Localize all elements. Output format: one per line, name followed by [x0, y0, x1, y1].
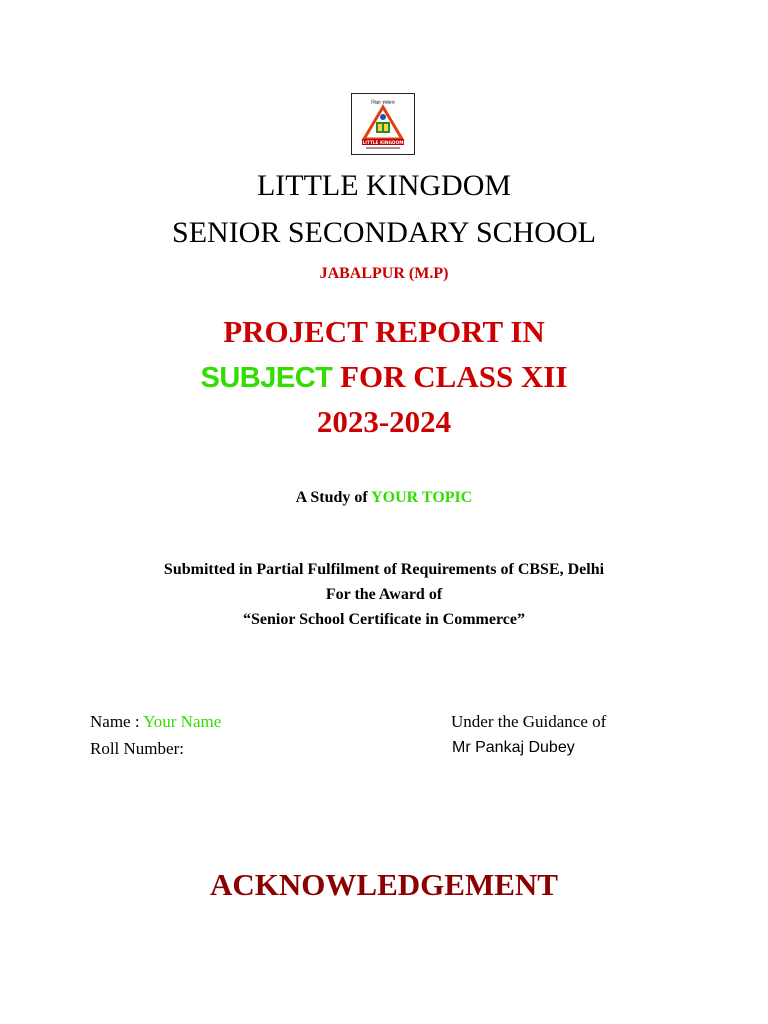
submission-line3: “Senior School Certificate in Commerce”: [242, 611, 525, 628]
class-text: FOR CLASS XII: [332, 359, 568, 394]
study-line: [0, 488, 768, 508]
name-placeholder: Your Name: [143, 712, 222, 731]
submission-line1: Submitted in Partial Fulfilment of Requirements of CBSE, Delhi: [163, 561, 605, 578]
school-name-line1: LITTLE KINGDOM: [256, 169, 512, 202]
school-emblem-icon: [352, 94, 414, 154]
report-title-line1: PROJECT REPORT IN: [223, 314, 545, 349]
student-name-row: [90, 712, 221, 732]
study-prefix: A Study of: [295, 489, 372, 506]
submission-line2: For the Award of: [325, 586, 443, 603]
school-logo: [351, 93, 415, 155]
logo-banner: LITTLE KINGDOM: [362, 140, 404, 146]
name-label: Name :: [90, 712, 144, 731]
acknowledgement-heading: ACKNOWLEDGEMENT: [210, 867, 558, 902]
school-city: JABALPUR (M.P): [319, 265, 449, 282]
roll-number-label: Roll Number:: [90, 739, 184, 758]
academic-year: 2023-2024: [316, 404, 452, 439]
report-title-line2: [0, 358, 768, 397]
subject-placeholder: SUBJECT: [200, 362, 333, 394]
teacher-name: Mr Pankaj Dubey: [452, 739, 575, 756]
logo-motto: शिक्षा संस्कार: [371, 100, 395, 106]
school-name-line2: SENIOR SECONDARY SCHOOL: [172, 216, 596, 249]
guidance-label: Under the Guidance of: [451, 712, 607, 731]
topic-placeholder: YOUR TOPIC: [371, 489, 473, 506]
